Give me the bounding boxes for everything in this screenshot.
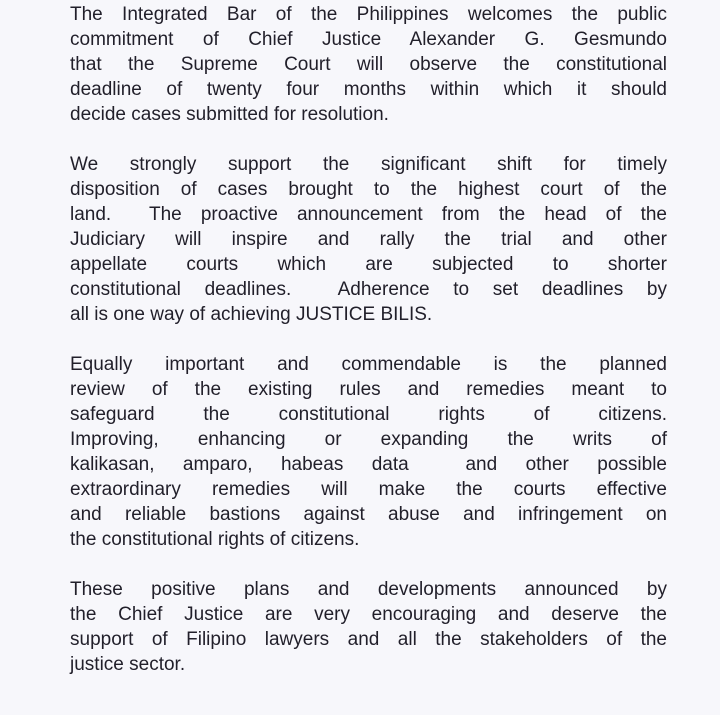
text-line: review of the existing rules and remedies meant to [70, 379, 667, 400]
text-line: the Chief Justice are very encouraging and deserve the [70, 604, 667, 625]
text-line: commitment of Chief Justice Alexander G. Gesmundo [70, 29, 667, 50]
text-line: kalikasan, amparo, habeas data and other possible [70, 454, 667, 475]
statement-paragraph [70, 2, 667, 127]
text-line: The Integrated Bar of the Philippines welcomes the public [70, 4, 667, 25]
text-line: These positive plans and developments announced by [70, 579, 667, 600]
text-line: the constitutional rights of citizens. [70, 529, 360, 550]
text-line: safeguard the constitutional rights of citizens. [70, 404, 667, 425]
text-line: support of Filipino lawyers and all the stakeholders of the [70, 629, 667, 650]
text-line: extraordinary remedies will make the courts effective [70, 479, 667, 500]
text-line: justice sector. [70, 654, 186, 675]
text-line: deadline of twenty four months within which it should [70, 79, 667, 100]
text-line: decide cases submitted for resolution. [70, 104, 389, 125]
text-line: appellate courts which are subjected to shorter [70, 254, 667, 275]
text-line: land. The proactive announcement from the head of the [70, 204, 667, 225]
text-line: disposition of cases brought to the highest court of the [70, 179, 667, 200]
text-line: Equally important and commendable is the planned [70, 354, 667, 375]
text-line: all is one way of achieving JUSTICE BILIS. [70, 304, 433, 325]
text-line: and reliable bastions against abuse and infringement on [70, 504, 667, 525]
text-line: Improving, enhancing or expanding the writs of [70, 429, 667, 450]
statement-paragraph [70, 577, 667, 677]
statement-paragraph [70, 352, 667, 552]
text-line: Judiciary will inspire and rally the trial and other [70, 229, 667, 250]
text-line: We strongly support the significant shift for timely [70, 154, 667, 175]
text-line: that the Supreme Court will observe the constitutional [70, 54, 667, 75]
statement-paragraph [70, 152, 667, 327]
text-line: constitutional deadlines. Adherence to set deadlines by [70, 279, 667, 300]
